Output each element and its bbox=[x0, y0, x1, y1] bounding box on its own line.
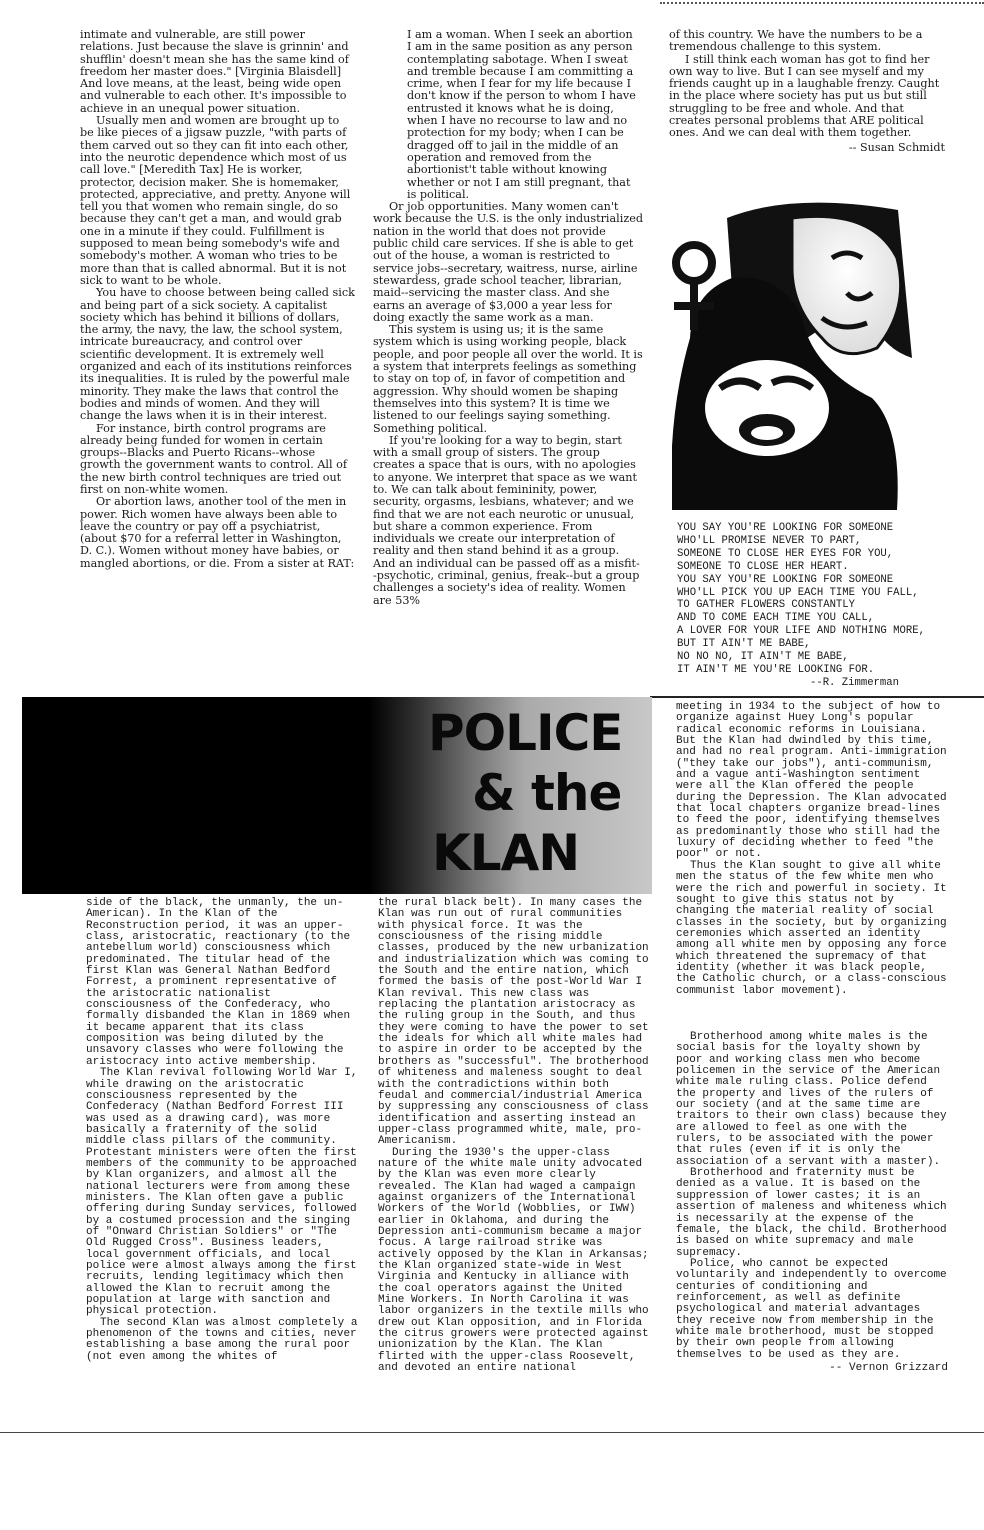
paragraph: Or job opportunities. Many women can't work because the U.S. is the only industrialized nation in the world that does not provide public child care services. If she is able to get out of the house, a woman is restricted to service jobs--secretary, waitress, nurse, airline stewardess, grade school teacher, librarian, maid--servicing the master class. And she earns an average of $3,000 a year less for doing exactly the same work as a man. bbox=[373, 200, 644, 324]
lyric-line: WHO'LL PROMISE NEVER TO PART, bbox=[677, 534, 862, 547]
paragraph: meeting in 1934 to the subject of how to organize against Huey Long's popular radical economic reforms in Louisiana. But the Klan had dwindled by this time, and had no real program. Anti-immigration ("they take our jobs"), anti-communism, and a vague anti-Washington sentiment were all the Klan offered the people during the Depression. The Klan advocated that local chapters organize bread-lines to feed the poor, identifying themselves as predominantly those who still had the luxury of deciding whether to feed "the poor" or not. bbox=[676, 701, 947, 861]
police-klan-banner bbox=[22, 697, 652, 894]
paragraph: During the 1930's the upper-class nature of the white male unity advocated by the Klan was even more clearly revealed. The Klan had waged a campaign against organizers of the International Workers of the World (Wobblies, or IWW) earlier in Oklahoma, and during the Depression anti-communism became a major focus. A large railroad strike was actively opposed by the Klan in Arkansas; the Klan organized state-wide in West Virginia and Kentucky in alliance with the coal operators against the United Mine Workers. In North Carolina it was labor organizers in the textile mills who drew out Klan opposition, and in Florida the citrus growers were protected against unionization by the Klan. The Klan flirted with the upper-class Roosevelt, and devoted an entire national bbox=[378, 1146, 649, 1375]
lyric-line: NO NO NO, IT AIN'T ME BABE, bbox=[677, 651, 849, 664]
section-rule bbox=[650, 696, 984, 698]
top-dotted-rule bbox=[660, 2, 984, 4]
paragraph: intimate and vulnerable, are still power relations. Just because the slave is grinnin' and shufflin' doesn't mean she has the same kind of freedom her master does." [Virginia Blaisdell] And love means, at the least, being wide open and vulnerable to each other. It's impossible to achieve in an unequal power situation. bbox=[80, 28, 349, 115]
paragraph: I still think each woman has got to find her own way to live. But I can see myself and my friends caught up in a laughable frenzy. Caught in the place where society has put us but still struggling to be free and whole. And that creates personal problems that ARE political ones. And we can deal with them together. bbox=[669, 52, 940, 140]
banner-title bbox=[428, 703, 628, 883]
klan-column-right-top bbox=[676, 702, 948, 997]
lyric-line: BUT IT AIN'T ME BABE, bbox=[677, 638, 811, 651]
paragraph: side of the black, the unmanly, the un-American). In the Klan of the Reconstruction period, it was an upper-class, aristocratic, reactionary (to the antebellum world) consciousness which predominated. The titular head of the first Klan was General Nathan Bedford Forrest, a prominent representative of the aristocratic nationalist consciousness of the Confederacy, who formally disbanded the Klan in 1869 when it became apparent that its class composition was being diluted by the unsavory classes who were following the aristocracy into active membership. bbox=[86, 897, 351, 1068]
paragraph: For instance, birth control programs are already being funded for women in certain groups--Blacks and Puerto Ricans--whose growth the government wants to control. All of the new birth control techniques are tried out first on non-white women. bbox=[80, 421, 348, 496]
lyric-line: YOU SAY YOU'RE LOOKING FOR SOMEONE bbox=[677, 522, 894, 534]
paragraph: The Klan revival following World War I, while drawing on the aristocratic consciousness represented by the Confederacy (Nathan Bedford Forrest III was used as a drawing card), was more basically a fraternity of the solid middle class pillars of the community. Protestant ministers were often the first members of the community to be approached by Klan organizers, and almost all the national lecturers were from among these ministers. The Klan often gave a public offering during Sunday services, followed by a costumed procession and the singing of "Onward Christian Soldiers" or "The Old Rugged Cross". Business leaders, local government officials, and local police were almost always among the first recruits, lending legitimacy which then allowed the Klan to recruit among the population at large with sanction and physical protection. bbox=[86, 1067, 358, 1318]
paragraph: You have to choose between being called sick and being part of a sick society. A capitalist society which has behind it billions of dollars, the army, the navy, the law, the school system, intricate bureaucracy, and control over scientific development. It is extremely well organized and each of its institutions reinforces its inequalities. It is ruled by the powerful male minority. They make the laws that control the bodies and minds of women. And they will change the laws when it is in their interest. bbox=[80, 286, 355, 423]
paragraph: Or abortion laws, another tool of the men in power. Rich women have always been able to leave the country or pay off a psychiatrist, (about $70 for a referral letter in Washington, D. C.). Women without money have babies, or mangled abortions, or die. From a sister at RAT: bbox=[80, 495, 355, 570]
abortion-quote: I am a woman. When I seek an abortion I am in the same position as any person contemplating sabotage. When I sweat and tremble because I am committing a crime, when I fear for my life because I don't know if the person to whom I have entrusted it knows what he is doing, when I have no recourse to law and no protection for my body; when I can be dragged off to jail in the middle of an operation and removed from the abortionist't table without knowing whether or not I am still pregnant, that is political. bbox=[407, 28, 636, 201]
klan-column-2 bbox=[378, 898, 650, 1374]
paragraph: Usually men and women are brought up to be like pieces of a jigsaw puzzle, "with parts of them carved out so they can fit into each other, into the neurotic dependence which most of us call love." [Meredith Tax] He is worker, protector, decision maker. She is homemaker, protected, appreciative, and pretty. Anyone will tell you that women who remain single, do so because they can't get a man, and would grab one in a minute if they could. Fulfillment is supposed to mean being somebody's wife and somebody's mother. A woman who tries to be more than that is called abnormal. But it is not sick to want to be whole. bbox=[80, 114, 351, 287]
banner-line-and-the: & the bbox=[472, 764, 622, 822]
author-signature: -- Vernon Grizzard bbox=[829, 1361, 948, 1374]
lyric-line: SOMEONE TO CLOSE HER HEART. bbox=[677, 560, 849, 573]
lyric-line: WHO'LL PICK YOU UP EACH TIME YOU FALL, bbox=[677, 586, 919, 599]
paragraph: The second Klan was almost completely a phenomenon of the towns and cities, never establishing a base among the rural poor (not even among the whites of bbox=[86, 1316, 358, 1363]
article-column-1 bbox=[80, 29, 356, 570]
klan-column-1 bbox=[86, 898, 360, 1363]
paragraph: of this country. We have the numbers to be a tremendous challenge to this system. bbox=[669, 28, 923, 54]
article-column-2 bbox=[373, 29, 643, 607]
paragraph: This system is using us; it is the same system which is using working people, black people, and poor people all over the world. It is a system that interprets feelings as something to stay on top of, in favor of competition and aggression. Why should women be shaping themselves into this system? It is time we listened to our feelings saying something. Something political. bbox=[373, 323, 643, 435]
paragraph: Thus the Klan sought to give all white men the status of the few white men who were the rich and powerful in society. It sought to give this status not by changing the material reality of social classes in the society, but by organizing ceremonies which asserted an identity among all white men by opposing any force which threatened the supremacy of that identity (whether it was black people, the Catholic church, or a class-conscious communist labor movement). bbox=[676, 859, 947, 997]
paragraph: Brotherhood among white males is the social basis for the loyalty shown by poor and working class men who become policemen in the service of the American white male ruling class. Police defend the property and lives of the rulers of our society (and at the same time are traitors to their own class) because they are allowed to feel as one with the rulers, to be associated with the power that rules (even if it is only the association of a servant with a master). bbox=[676, 1031, 947, 1168]
lyric-line: IT AIN'T ME YOU'RE LOOKING FOR. bbox=[677, 663, 875, 676]
klan-column-3 bbox=[676, 1032, 948, 1374]
song-lyrics bbox=[677, 522, 967, 690]
paragraph: Brotherhood and fraternity must be denied as a value. It is based on the suppression of lower castes; it is an assertion of maleness and whiteness which is necessarily at the expense of the female, the black, the child. Brotherhood is based on white supremacy and male supremacy. bbox=[676, 1167, 947, 1259]
banner-line-police: POLICE bbox=[428, 704, 623, 762]
lyric-line: SOMEONE TO CLOSE HER EYES FOR YOU, bbox=[677, 547, 894, 560]
lyric-line: AND TO COME EACH TIME YOU CALL, bbox=[677, 612, 875, 625]
bottom-rule bbox=[0, 1432, 984, 1433]
lyrics-attribution: --R. Zimmerman bbox=[809, 676, 899, 689]
paragraph: Police, who cannot be expected voluntarily and independently to overcome centuries of conditioning and reinforcement, as well as definite psychological and material advantages they receive now from membership in the white male brotherhood, must be stopped by their own people from allowing themselves to be used as they are. bbox=[676, 1257, 947, 1361]
paragraph: the rural black belt). In many cases the Klan was run out of rural communities with physical force. It was the consciousness of the rising middle classes, produced by the new urbanization and industrialization which was coming to the South and the entire nation, which formed the basis of the post-World War I Klan revival. This new class was replacing the plantation aristocracy as the ruling group in the South, and thus they were coming to have the power to set the ideals for which all white males had to aspire in order to be accepted by the brothers as "successful". The brotherhood of whiteness and maleness sought to deal with the contradictions within both feudal and commercial/industrial America by suppressing any consciousness of class identification and asserting instead an upper-class programmed white, male, pro-Americanism. bbox=[378, 897, 649, 1148]
author-signature: -- Susan Schmidt bbox=[848, 140, 945, 154]
article-column-3 bbox=[669, 29, 945, 154]
lyric-line: A LOVER FOR YOUR LIFE AND NOTHING MORE, bbox=[677, 625, 925, 638]
paragraph: If you're looking for a way to begin, start with a small group of sisters. The group creates a space that is ours, with no apologies to anyone. We interpret that space as we want to. We can talk about femininity, power, security, orgasms, lesbians, whatever; and we find that we are not each neurotic or unusual, but share a common experience. From individuals we create our interpretation of reality and then stand behind it as a group. And an individual can be passed off as a misfit--psychotic, criminal, genius, freak--but a group challenges a society's idea of reality. Women are 53% bbox=[373, 433, 640, 607]
women-symbol-poster bbox=[672, 198, 912, 510]
lyric-line: TO GATHER FLOWERS CONSTANTLY bbox=[677, 599, 856, 612]
lyric-line: YOU SAY YOU'RE LOOKING FOR SOMEONE bbox=[677, 573, 894, 586]
banner-line-klan: KLAN bbox=[432, 824, 580, 882]
